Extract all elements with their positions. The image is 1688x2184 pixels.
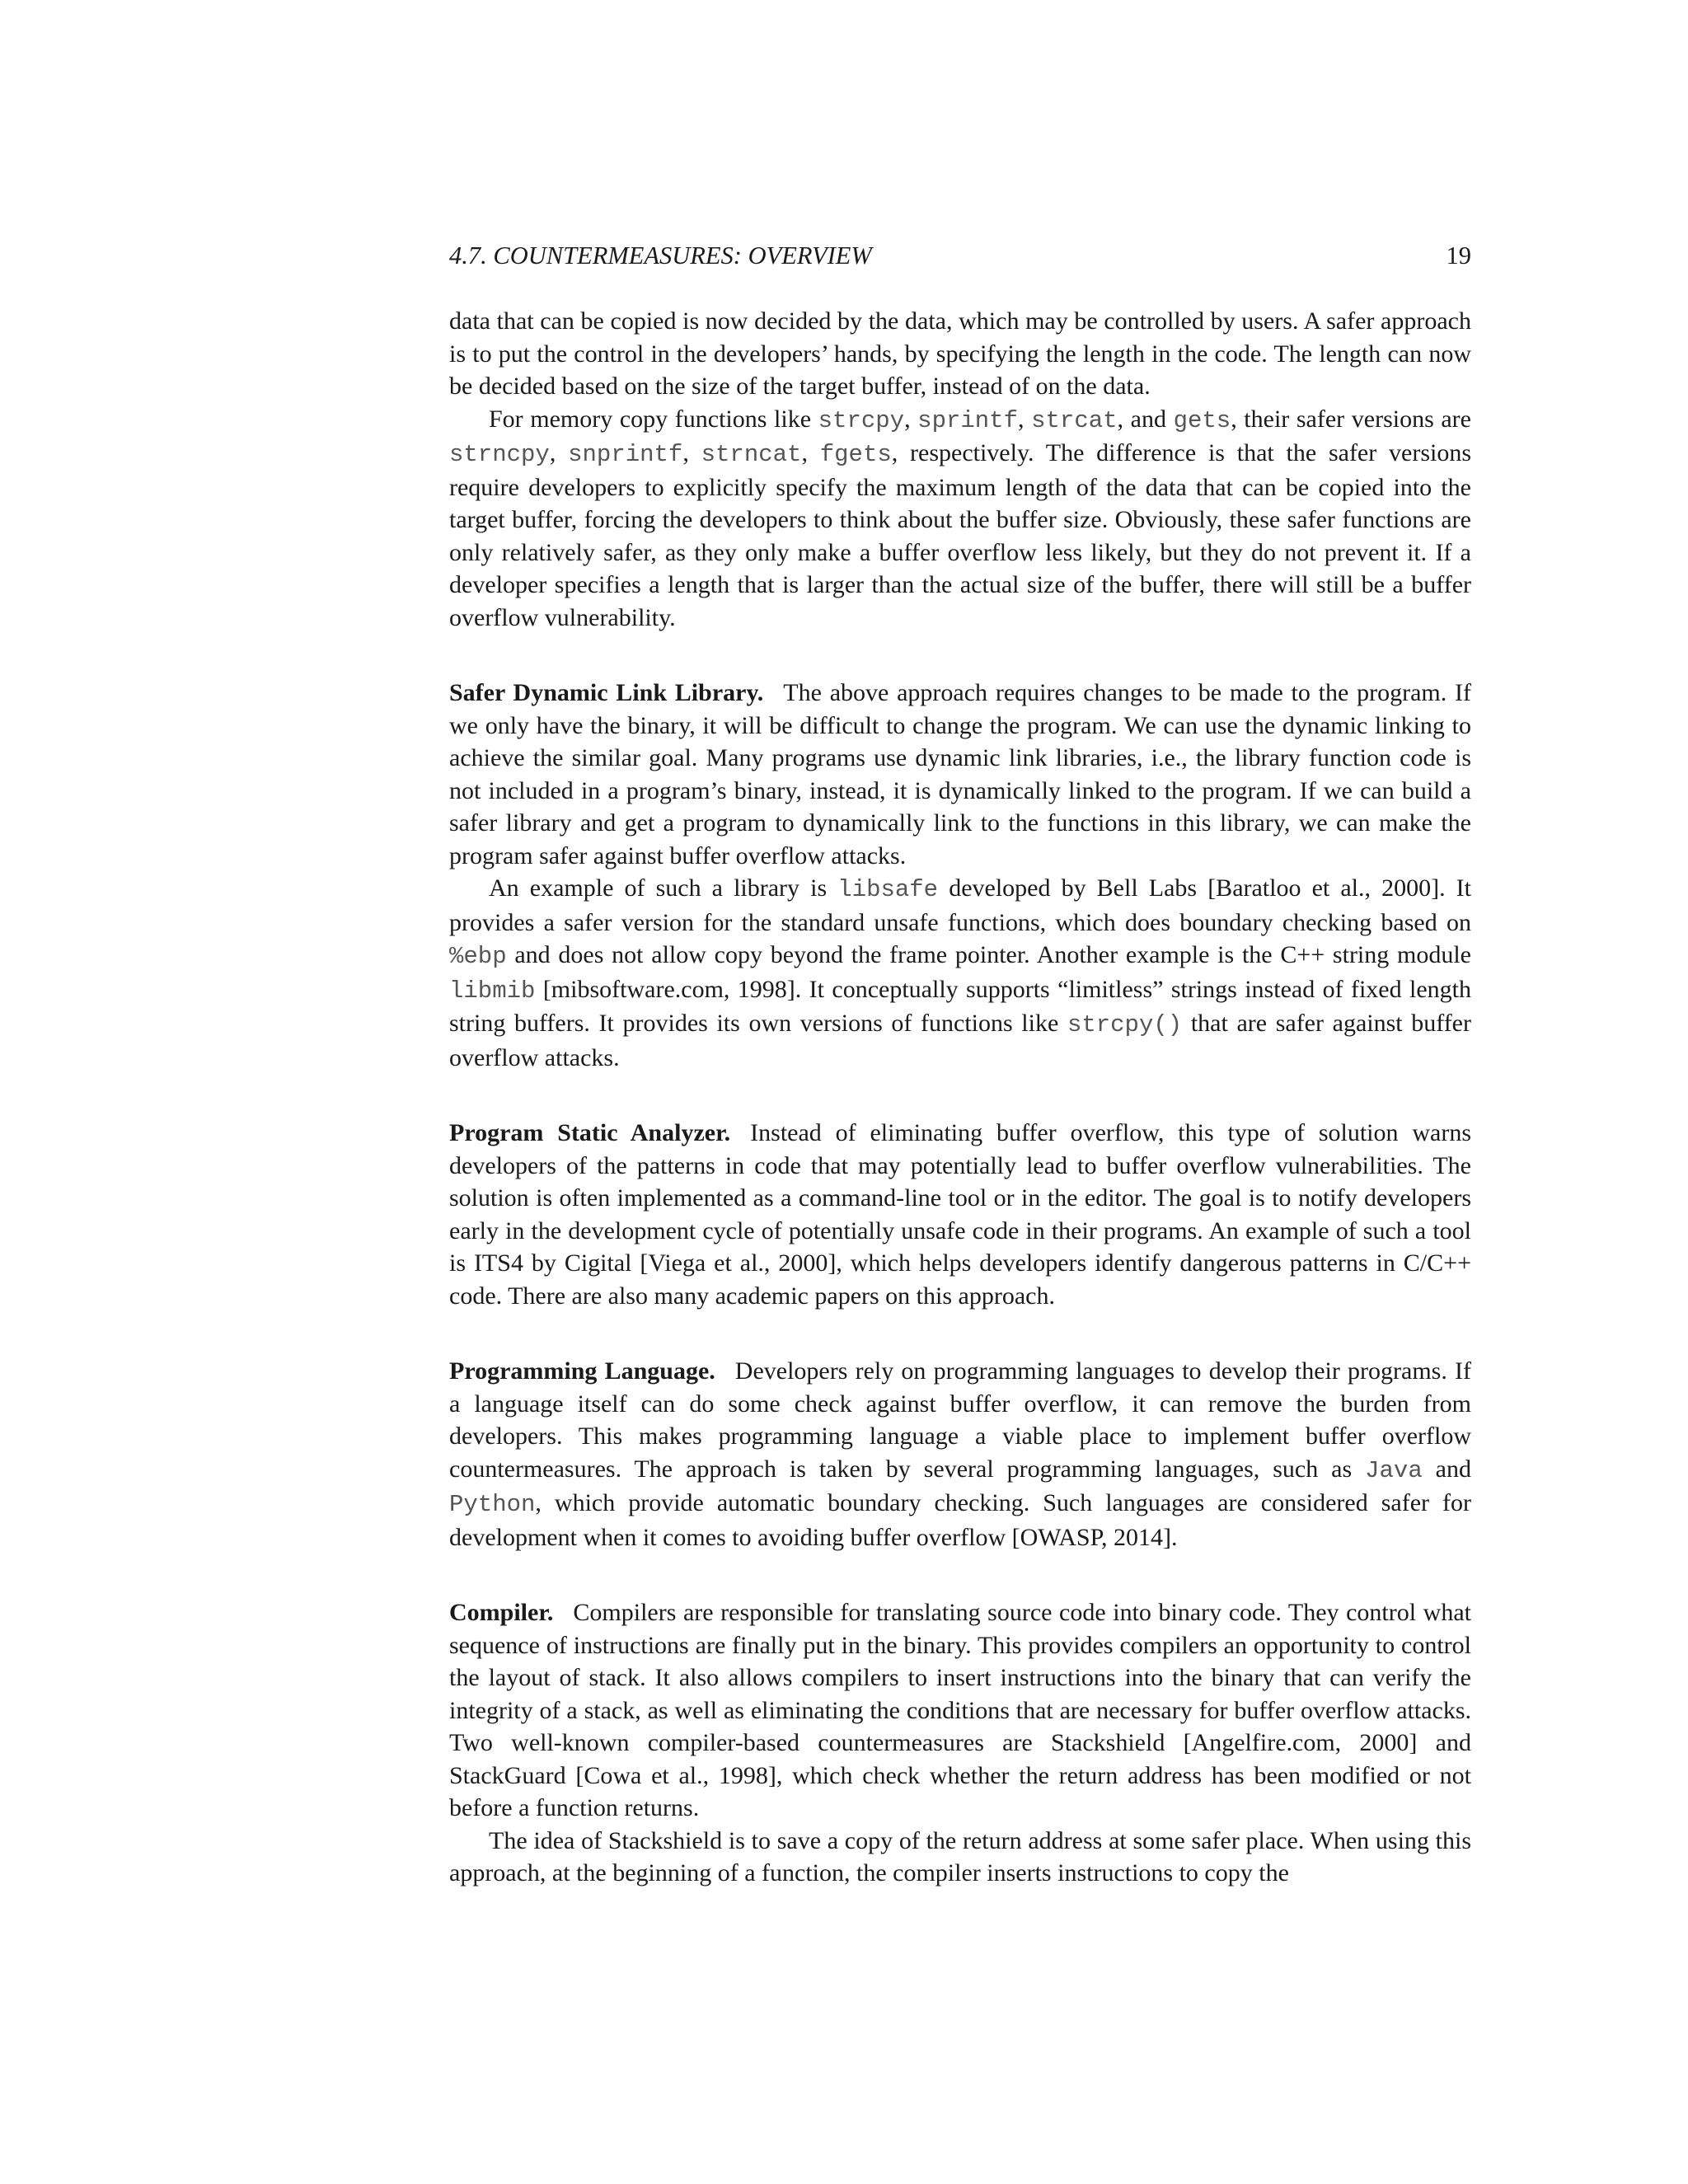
code-sprintf: sprintf <box>917 406 1018 434</box>
text-run: [mibsoftware.com, 1998]. It conceptually supports “limitless” strings instead of fixed length string buffers. It provides its own versions of functions like <box>449 975 1471 1037</box>
code-java: Java <box>1365 1456 1423 1484</box>
document-page <box>449 239 1471 1890</box>
code-libsafe: libsafe <box>837 876 939 903</box>
text-run: , and <box>1117 405 1174 433</box>
text-run: , <box>1018 405 1032 433</box>
text-run: For memory copy functions like <box>489 405 818 433</box>
text-run: , <box>904 405 918 433</box>
text-run: , <box>801 439 820 466</box>
paragraph-text: The above approach requires changes to be made to the program. If we only have the binary, it will be difficult to change the program. We can use the dynamic linking to achieve the similar goal. Many programs use dynamic link libraries, i.e., the library function code is not included in a program’s binary, instead, it is dynamically linked to the program. If we can build a safer library and get a program to dynamically link to the functions in this library, we can make the program safer against buffer overflow attacks. <box>449 679 1471 869</box>
paragraph-program-static-analyzer <box>449 1117 1471 1312</box>
text-run: , which provide automatic boundary checking. Such languages are considered safer for development when it comes to avoiding buffer overflow [OWASP, 2014]. <box>449 1489 1471 1551</box>
code-ebp: %ebp <box>449 943 507 970</box>
paragraph-heading: Safer Dynamic Link Library. <box>449 679 764 706</box>
paragraph-heading: Program Static Analyzer. <box>449 1119 731 1146</box>
code-gets: gets <box>1173 406 1231 434</box>
code-libmib: libmib <box>449 977 536 1005</box>
text-run: that are safer against buffer overflow attacks. <box>449 1010 1471 1071</box>
code-strcpy: strcpy <box>818 406 905 434</box>
text-run: and <box>1422 1455 1471 1483</box>
code-python: Python <box>449 1491 536 1518</box>
code-strncat: strncat <box>701 441 802 468</box>
code-strcat: strcat <box>1031 406 1118 434</box>
paragraph-compiler <box>449 1596 1471 1825</box>
paragraph-safer-dynamic-link-library <box>449 677 1471 872</box>
text-run: , their safer versions are <box>1231 405 1471 433</box>
paragraph-safer-functions <box>449 403 1471 635</box>
paragraph-heading: Compiler. <box>449 1599 554 1626</box>
paragraph-text: Compilers are responsible for translating source code into binary code. They control what sequence of instructions are finally put in the binary. This provides compilers an opportunity to control the layout of stack. It also allows compilers to insert instructions into the binary that can verify the integrity of a stack, as well as eliminating the conditions that are necessary for buffer overflow attacks. Two well-known compiler-based countermeasures are Stackshield [Angelfire.com, 2000] and StackGuard [Cowa et al., 1998], which check whether the return address has been modified or not before a function returns. <box>449 1599 1471 1821</box>
paragraph-stackshield <box>449 1825 1471 1890</box>
paragraph-continued <box>449 305 1471 403</box>
text-run: developed by Bell Labs [Baratloo et al., 2000]. It provides a safer version for the standard unsafe functions, which does boundary checking based on <box>449 874 1471 936</box>
code-snprintf: snprintf <box>568 441 683 468</box>
paragraph-programming-language <box>449 1355 1471 1554</box>
section-title: 4.7. COUNTERMEASURES: OVERVIEW <box>449 241 872 269</box>
text-run: , <box>682 439 701 466</box>
text-run: and does not allow copy beyond the frame pointer. Another example is the C++ string module <box>506 941 1471 968</box>
paragraph-text: Instead of eliminating buffer overflow, this type of solution warns developers of the patterns in code that may potentially lead to buffer overflow vulnerabilities. The solution is often implemented as a command-line tool or in the editor. The goal is to notify developers early in the development cycle of potentially unsafe code in their programs. An example of such a tool is ITS4 by Cigital [Viega et al., 2000], which helps developers identify dangerous patterns in C/C++ code. There are also many academic papers on this approach. <box>449 1119 1471 1310</box>
text-run: , <box>549 439 569 466</box>
paragraph-libsafe <box>449 872 1471 1074</box>
paragraph-text: data that can be copied is now decided by the data, which may be controlled by users. A safer approach is to put the control in the developers’ hands, by specifying the length in the code. The length can now be decided based on the size of the target buffer, instead of on the data. <box>449 307 1471 400</box>
text-run: Developers rely on programming languages to develop their programs. If a language itself can do some check against buffer overflow, it can remove the burden from developers. This makes programming language a viable place to implement buffer overflow countermeasures. The approach is taken by several programming languages, such as <box>449 1357 1471 1483</box>
code-strcpy-call: strcpy() <box>1067 1011 1183 1038</box>
running-header <box>449 239 1471 272</box>
page-number: 19 <box>1446 241 1471 269</box>
text-run: , respectively. The difference is that the safer versions require developers to explicitly specify the maximum length of the data that can be copied into the target buffer, forcing the developers to think about the buffer size. Obviously, these safer functions are only relatively safer, as they only make a buffer overflow less likely, but they do not prevent it. If a developer specifies a length that is larger than the actual size of the buffer, there will still be a buffer overflow vulnerability. <box>449 439 1472 631</box>
paragraph-heading: Programming Language. <box>449 1357 715 1385</box>
code-strncpy: strncpy <box>449 441 550 468</box>
paragraph-text: The idea of Stackshield is to save a copy of the return address at some safer place. When using this approach, at the beginning of a function, the compiler inserts instructions to copy the <box>449 1826 1471 1886</box>
code-fgets: fgets <box>819 441 892 468</box>
text-run: An example of such a library is <box>489 874 838 902</box>
